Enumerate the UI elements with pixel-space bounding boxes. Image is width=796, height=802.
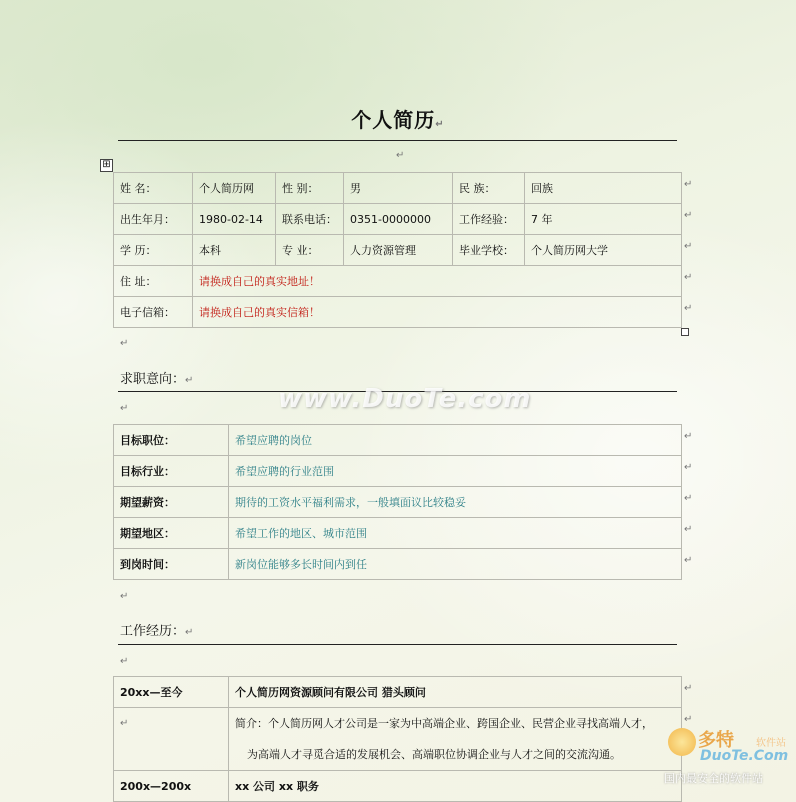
row-end-mark: ↵ [684,179,693,190]
birth-value[interactable]: 1980-02-14 [193,204,276,235]
address-label: 住 址： [114,266,193,297]
expected-region-value[interactable]: 希望工作的地区、城市范围 [229,518,682,549]
address-value[interactable]: 请换成自己的真实地址！ [193,266,682,297]
logo-en: DuoTe.Com [700,748,789,764]
paragraph-mark: ↵ [120,591,129,602]
resume-title: 个人简历↵ [351,108,445,132]
row-end-mark: ↵ [684,524,693,535]
expected-salary-label: 期望薪资： [114,487,229,518]
row-end-mark: ↵ [684,210,693,221]
job-intention-heading: 求职意向：↵ [120,372,194,387]
row-end-mark: ↵ [684,241,693,252]
row-end-mark: ↵ [684,493,693,504]
job2-title[interactable]: xx 公司 xx 职务 [229,771,682,802]
table-row [114,518,682,549]
table-resize-handle[interactable] [681,328,689,336]
work-experience-heading: 工作经历：↵ [120,624,194,639]
duote-logo [664,724,794,794]
gender-value[interactable]: 男 [344,173,453,204]
paragraph-mark: ↵ [120,338,129,349]
table-row [114,266,682,297]
phone-value[interactable]: 0351-0000000 [344,204,453,235]
major-value[interactable]: 人力资源管理 [344,235,453,266]
logo-icon [668,728,696,756]
logo-tagline: 国内最安全的软件站 [664,772,763,785]
row-end-mark: ↵ [684,683,693,694]
work-experience-table [113,676,682,802]
ethnicity-value[interactable]: 回族 [525,173,682,204]
title-underline [118,140,677,141]
table-row [114,487,682,518]
expected-salary-value[interactable]: 期待的工资水平福利需求，一般填面议比较稳妥 [229,487,682,518]
job-intention-table [113,424,682,580]
school-value[interactable]: 个人简历网大学 [525,235,682,266]
birth-label: 出生年月： [114,204,193,235]
logo-cn-small: 软件站 [756,738,786,749]
experience-value[interactable]: 7 年 [525,204,682,235]
table-row [114,677,682,708]
name-value[interactable]: 个人简历网 [193,173,276,204]
expected-region-label: 期望地区： [114,518,229,549]
ethnicity-label: 民 族： [453,173,525,204]
email-value[interactable]: 请换成自己的真实信箱！ [193,297,682,328]
table-row [114,708,682,771]
start-time-label: 到岗时间： [114,549,229,580]
row-end-mark: ↵ [684,714,693,725]
education-label: 学 历： [114,235,193,266]
job1-desc-line2: 为高端人才寻觅合适的发展机会、高端职位协调企业与人才之间的交流沟通。 [247,748,621,761]
email-label: 电子信箱： [114,297,193,328]
table-row [114,425,682,456]
target-industry-value[interactable]: 希望应聘的行业范围 [229,456,682,487]
job1-description[interactable] [229,708,682,771]
job1-desc-line1: 简介：个人简历网人才公司是一家为中高端企业、跨国企业、民营企业寻找高端人才， [235,717,653,730]
job1-empty-cell[interactable]: ↵ [114,708,229,771]
school-label: 毕业学校： [453,235,525,266]
experience-label: 工作经验： [453,204,525,235]
phone-label: 联系电话： [276,204,344,235]
paragraph-mark: ↵ [396,150,405,161]
paragraph-mark: ↵ [120,656,129,667]
job1-title[interactable]: 个人简历网资源顾问有限公司 猎头顾问 [229,677,682,708]
target-industry-label: 目标行业： [114,456,229,487]
table-row [114,173,682,204]
gender-label: 性 别： [276,173,344,204]
section-underline [118,644,677,645]
target-position-label: 目标职位： [114,425,229,456]
table-move-handle-icon[interactable]: ⊞ [100,159,113,172]
table-row [114,204,682,235]
row-end-mark: ↵ [684,462,693,473]
job2-period[interactable]: 200x—200x [114,771,229,802]
major-label: 专 业： [276,235,344,266]
education-value[interactable]: 本科 [193,235,276,266]
row-end-mark: ↵ [684,555,693,566]
table-row [114,456,682,487]
watermark-text: www.DuoTe.com [278,384,532,414]
basic-info-table [113,172,682,328]
start-time-value[interactable]: 新岗位能够多长时间内到任 [229,549,682,580]
target-position-value[interactable]: 希望应聘的岗位 [229,425,682,456]
paragraph-mark: ↵ [120,403,129,414]
row-end-mark: ↵ [684,431,693,442]
row-end-mark: ↵ [684,272,693,283]
logo-cn: 多特 [698,730,734,751]
table-row [114,235,682,266]
name-label: 姓 名： [114,173,193,204]
table-row [114,771,682,802]
job1-period[interactable]: 20xx—至今 [114,677,229,708]
row-end-mark: ↵ [684,303,693,314]
table-row [114,297,682,328]
table-row [114,549,682,580]
